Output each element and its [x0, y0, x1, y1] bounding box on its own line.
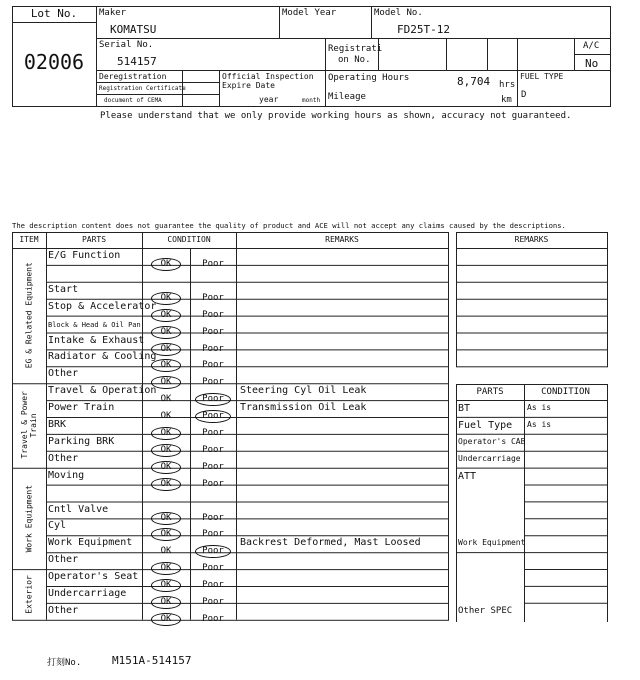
header-condition: CONDITION [167, 235, 211, 244]
ok-option: OK [142, 589, 190, 609]
table-row [12, 383, 448, 405]
ok-option: OK [142, 251, 190, 271]
right-condition-header: CONDITION [541, 387, 590, 397]
other-spec-label: Other SPEC [458, 605, 513, 616]
part-name: Cyl [48, 520, 67, 532]
table-row [12, 316, 448, 337]
part-name: E/G Function [48, 250, 121, 261]
part-name: Other [48, 368, 79, 380]
table-row [12, 451, 448, 472]
operator-cab-label: Operator's CAB [458, 436, 526, 446]
ok-option: OK [142, 352, 190, 372]
poor-option: Poor [202, 444, 224, 455]
group-label: Travel & Power Train [20, 391, 38, 460]
part-name: Travel & Operation [48, 385, 157, 397]
table-row [12, 569, 448, 591]
maker-value: KOMATSU [110, 23, 157, 36]
table-row [12, 502, 448, 523]
table-row [12, 248, 448, 269]
table-row [12, 468, 448, 489]
header-item: ITEM [19, 235, 39, 244]
table-row [12, 400, 448, 422]
ok-option: OK [142, 369, 190, 389]
lot-value: 02006 [23, 50, 85, 74]
ok-option: OK [142, 505, 190, 525]
part-name: Work Equipment [48, 537, 133, 549]
group-label: EG & Related Equipment [24, 262, 34, 369]
part-name: Undercarriage [48, 588, 127, 599]
model-no-value: FD25T-12 [397, 23, 450, 36]
poor-option: Poor [202, 563, 224, 574]
work-equipment-label: Work Equipment [458, 538, 526, 548]
part-name: Radiator & Cooling [48, 351, 157, 363]
stamp-value: M151A-514157 [112, 654, 192, 667]
table-row [12, 282, 448, 303]
att-label: ATT [458, 470, 477, 482]
dereg-label: Deregistration [99, 72, 167, 81]
part-name: Operator's Seat [48, 571, 139, 583]
part-name: Other [48, 604, 79, 616]
ac-value: No [585, 57, 599, 70]
part-name: Stop & Accelerator [48, 300, 157, 312]
ok-option: OK [160, 411, 172, 422]
poor-option: Poor [202, 529, 224, 540]
official-label-2: Expire Date [222, 81, 275, 90]
serial-label: Serial No. [99, 40, 154, 50]
ok-option: OK [142, 302, 190, 322]
ok-option: OK [142, 471, 190, 491]
table-row [12, 434, 448, 455]
fuel-type-label: FUEL TYPE [520, 72, 564, 81]
official-label-1: Official Inspection [222, 72, 314, 81]
stamp-label: 打刻No. [47, 658, 82, 668]
table-row [12, 349, 448, 371]
notice-text: Please understand that we only provide working hours as shown, accuracy not guaranteed. [100, 111, 572, 121]
poor-option: Poor [202, 512, 224, 523]
header-remarks: REMARKS [325, 235, 359, 244]
poor-option: Poor [202, 461, 224, 472]
table-row [12, 299, 448, 320]
poor-option: Poor [190, 538, 236, 558]
model-no-label: Model No. [374, 8, 423, 18]
table-row [12, 603, 448, 624]
fuel-type-label: Fuel Type [458, 419, 513, 431]
part-name: Start [48, 283, 79, 295]
model-year-label: Model Year [282, 8, 337, 18]
poor-option: Poor [202, 428, 224, 438]
reg-cert-label: Registration Certificate [99, 85, 186, 92]
maker-label: Maker [99, 8, 127, 18]
ok-option: OK [142, 454, 190, 474]
poor-option: Poor [190, 403, 236, 423]
remark-text: Steering Cyl Oil Leak [240, 385, 367, 397]
ok-option: OK [142, 336, 190, 356]
table-row [12, 366, 448, 388]
poor-option: Poor [202, 259, 224, 269]
registration-label-2: on No. [338, 55, 371, 65]
remark-text: Transmission Oil Leak [240, 402, 367, 414]
hrs-unit: hrs [499, 80, 516, 90]
part-name: Other [48, 554, 79, 566]
poor-option: Poor [202, 360, 224, 371]
serial-value: 514157 [117, 55, 157, 68]
disclaimer-text: The description content does not guarantee the quality of product and ACE will not accept any claims caused by the descriptions. [12, 221, 566, 230]
part-name: Cntl Valve [48, 503, 109, 515]
ok-option: OK [142, 285, 190, 305]
right-remarks-header: REMARKS [514, 235, 549, 244]
ok-option: OK [142, 555, 190, 575]
fuel-type-value: D [521, 90, 527, 100]
bt-label: BT [458, 403, 471, 414]
table-row [12, 552, 448, 574]
poor-option: Poor [202, 377, 224, 388]
ac-label: A/C [583, 41, 600, 51]
group-label: Work Equipment [24, 484, 34, 553]
poor-option: Poor [202, 478, 224, 489]
poor-option: Poor [190, 386, 236, 406]
op-hours-label: Operating Hours [328, 73, 410, 83]
ok-option: OK [160, 546, 172, 557]
ok-option: OK [142, 319, 190, 339]
registration-label-1: Registrati [328, 44, 383, 54]
part-name: Power Train [48, 402, 115, 414]
table-row [12, 535, 448, 557]
ok-option: OK [142, 572, 190, 592]
ok-option: OK [142, 420, 190, 440]
ok-option: OK [142, 521, 190, 541]
mileage-label: Mileage [328, 92, 366, 102]
table-row [12, 485, 448, 502]
part-name: Intake & Exhaust [48, 334, 145, 346]
header-parts: PARTS [81, 235, 107, 244]
right-parts-header: PARTS [476, 387, 504, 397]
bt-value: As is [527, 403, 552, 412]
part-name: Parking BRK [48, 435, 115, 447]
fuel-type-value: As is [527, 419, 552, 429]
op-hours-value: 8,704 [457, 75, 491, 88]
lot-label: Lot No. [30, 7, 78, 20]
part-name: Other [48, 452, 79, 464]
ok-option: OK [142, 606, 190, 626]
part-name: Block & Head & Oil Pan [48, 320, 141, 329]
poor-option: Poor [202, 597, 224, 607]
undercarriage-label: Undercarriage [458, 453, 521, 463]
year-label: year [259, 95, 279, 104]
ok-option: OK [142, 437, 190, 457]
table-row [12, 417, 448, 438]
table-row [12, 333, 448, 354]
poor-option: Poor [202, 326, 224, 337]
cema-label: document of CEMA [104, 97, 162, 104]
poor-option: Poor [202, 309, 224, 320]
km-unit: km [501, 95, 512, 105]
poor-option: Poor [202, 613, 224, 624]
ok-option: OK [160, 394, 172, 405]
group-label: Exterior [24, 575, 34, 614]
table-row [12, 265, 448, 282]
month-label: month [302, 97, 321, 104]
poor-option: Poor [202, 343, 224, 354]
part-name: Moving [48, 469, 85, 481]
poor-option: Poor [202, 580, 224, 591]
table-row [12, 518, 448, 540]
part-name: BRK [48, 419, 67, 430]
remark-text: Backrest Deformed, Mast Loosed [240, 537, 421, 549]
poor-option: Poor [202, 292, 224, 303]
